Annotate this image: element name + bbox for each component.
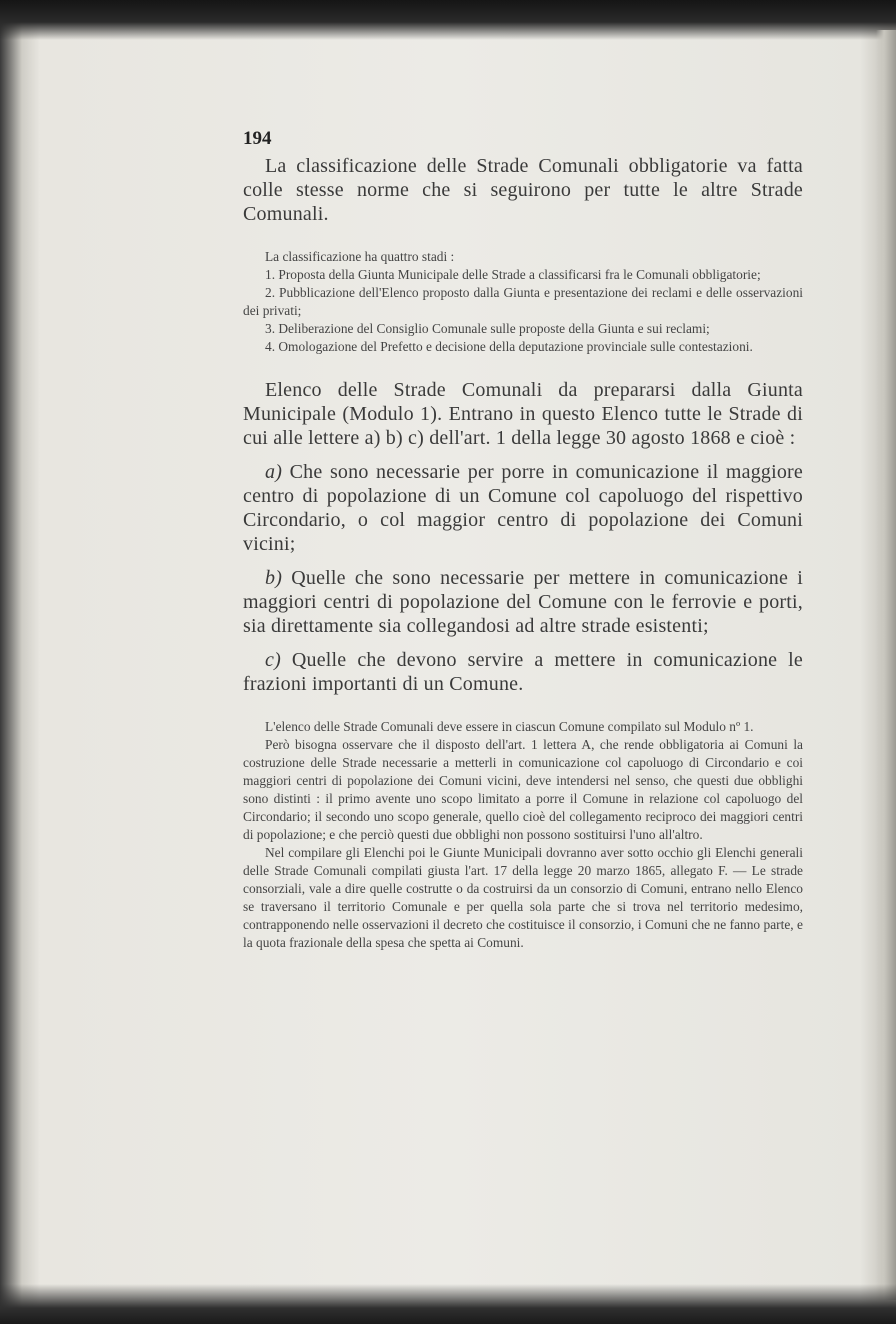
stage-item: 3. Deliberazione del Consiglio Comunale sulle proposte della Giunta e sui reclami; (265, 321, 710, 336)
stages-heading: La classificazione ha quattro stadi : (265, 249, 455, 264)
scan-top-shadow (0, 0, 896, 40)
stage-item: 2. Pubblicazione dell'Elenco proposto dalla Giunta e presentazione dei reclami e delle osservazioni dei privati; (243, 285, 803, 318)
letter-text: Quelle che sono necessarie per mettere in comunicazione i maggiori centri di popolazione del Comune con le ferrovie e porti, sia direttamente sia collegandosi ad altre strade esistenti; (243, 567, 803, 637)
letter-label: a) (265, 461, 283, 483)
letter-item-c (243, 648, 803, 696)
page-content (243, 128, 803, 952)
stage-item: 1. Proposta della Giunta Municipale delle Strade a classificarsi fra le Comunali obbligatorie; (265, 267, 761, 282)
letter-label: b) (265, 567, 283, 589)
letter-text: Quelle che devono servire a mettere in comunicazione le frazioni importanti di un Comune. (243, 649, 803, 695)
elenco-paragraph: Elenco delle Strade Comunali da prepararsi dalla Giunta Municipale (Modulo 1). Entrano in questo Elenco tutte le Strade di cui alle lettere a) b) c) dell'art. 1 della legge 30 agosto 1868 e cioè : (243, 379, 803, 449)
stage-item: 4. Omologazione del Prefetto e decisione della deputazione provinciale sulle contestazioni. (265, 339, 753, 354)
note-paragraph: L'elenco delle Strade Comunali deve essere in ciascun Comune compilato sul Modulo nº 1. (265, 719, 754, 734)
page-number: 194 (243, 128, 272, 149)
intro-paragraph: La classificazione delle Strade Comunali obbligatorie va fatta colle stesse norme che si seguirono per tutte le altre Strade Comunali. (243, 155, 803, 225)
letter-item-b (243, 566, 803, 638)
scan-bottom-shadow (0, 1284, 896, 1324)
note-paragraph: Nel compilare gli Elenchi poi le Giunte Municipali dovranno aver sotto occhio gli Elenchi generali delle Strade Comunali compilati giusta l'art. 17 della legge 20 marzo 1865, allegato F. — Le strade consorziali, vale a dire quelle costrutte o da costruirsi da un consorzio di Comuni, entrano nello Elenco se traversano il territorio Comunale e per quella sola parte che si trova nel territorio medesimo, contrapponendo nelle osservazioni il decreto che costituisce il consorzio, i Comuni che ne fanno parte, e la quota frazionale della spesa che spetta ai Comuni. (243, 845, 803, 950)
note-paragraph: Però bisogna osservare che il disposto dell'art. 1 lettera A, che rende obbligatoria ai Comuni la costruzione delle Strade necessarie a metterli in comunicazione col capoluogo di Circondario e coi maggiori centri di popolazione dei Comuni vicini, deve intendersi nel senso, che questi due obblighi sono distinti : il primo avente uno scopo limitato a porre il Comune in relazione col capoluogo del Circondario; il secondo uno scopo generale, quello cioè del collegamento reciproco dei maggiori centri di popolazione; e che perciò questi due obblighi non possono sostituirsi l'uno all'altro. (243, 737, 803, 842)
letter-text: Che sono necessarie per porre in comunicazione il maggiore centro di popolazione di un Comune col capoluogo del rispettivo Circondario, o col maggior centro di popolazione dei Comuni vicini; (243, 461, 803, 555)
letter-label: c) (265, 649, 281, 671)
scan-right-edge (876, 30, 896, 1300)
letter-item-a (243, 460, 803, 556)
